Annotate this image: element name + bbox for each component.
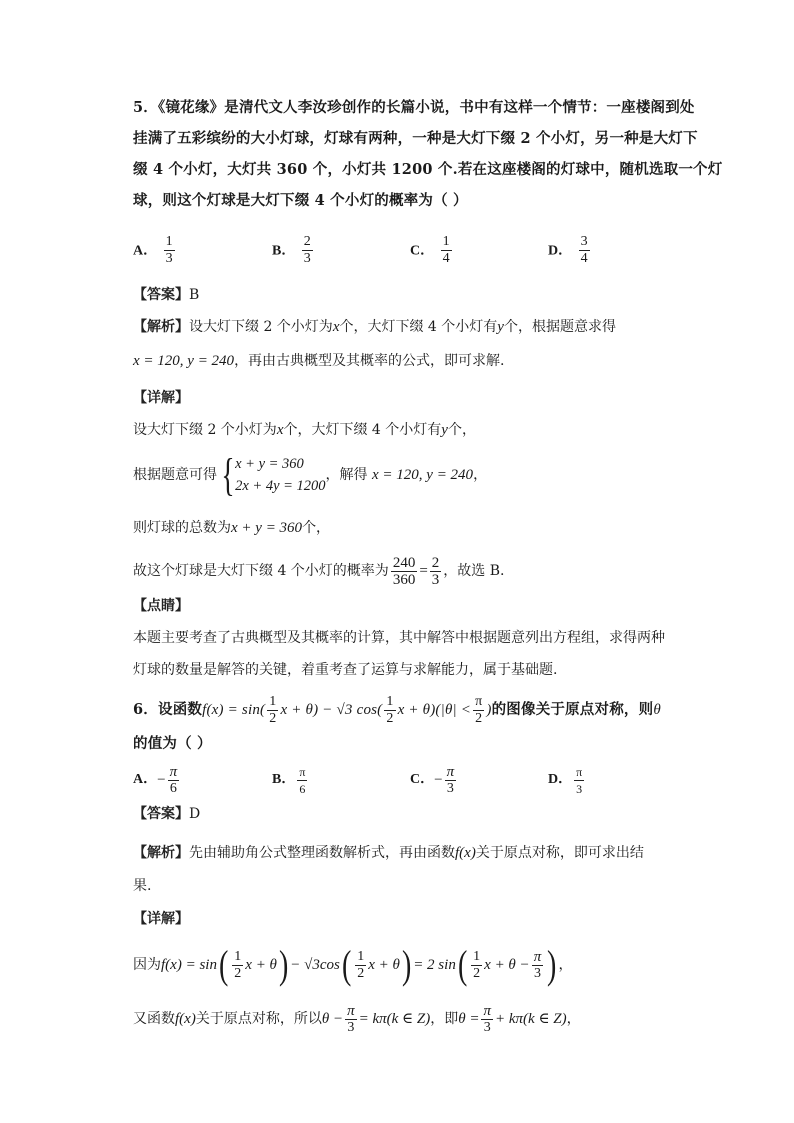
equation-system: x + y = 360 2x + 4y = 1200	[235, 456, 326, 494]
q6-stem-line2: 的值为（ ）	[133, 735, 212, 752]
q5-stem-line4: 球，则这个灯球是大灯下缀 4 个小灯的概率为（ ）	[133, 192, 468, 209]
q6-detail-line2: 又函数f(x)关于原点对称，所以θ − $\frac{\pi}{3}$ = kπ(k ∈ Z)，即θ = $\frac{\pi}{3}$ + kπ(k ∈ Z)，	[133, 1002, 581, 1035]
q5-stem-line1: 5．《镜花缘》是清代文人李汝珍创作的长篇小说，书中有这样一个情节：一座楼阁到处	[133, 99, 695, 116]
q6-analysis-line2: 果.	[133, 878, 152, 894]
q5-detail-system-line: 根据题意可得{ x + y = 360 2x + 4y = 1200 ，解得 x = 120, y = 240，	[133, 449, 488, 500]
q5-comment-line1: 本题主要考查了古典概型及其概率的计算，其中解答中根据题意列出方程组，求得两种	[133, 630, 665, 646]
q6-option-d: D． $\frac{\pi}{3}$	[548, 764, 583, 796]
q5-detail-heading: 【详解】	[133, 390, 189, 406]
q5-stem-line2: 挂满了五彩缤纷的大小灯球，灯球有两种，一种是大灯下缀 2 个小灯，另一种是大灯下	[133, 130, 698, 147]
q5-comment-line2: 灯球的数量是解答的关键，着重考查了运算与求解能力，属于基础题.	[133, 662, 558, 678]
q5-analysis: 【解析】设大灯下缀 2 个小灯为x个，大灯下缀 4 个小灯有y个，根据题意求得	[133, 319, 616, 335]
q5-option-a: A． $\frac{1}{3}$	[133, 234, 173, 266]
q5-option-b: B． $\frac{2}{3}$	[272, 234, 311, 266]
q5-option-d: D． $\frac{3}{4}$	[548, 234, 588, 266]
q6-detail-heading: 【详解】	[133, 911, 189, 927]
q5-detail-line4: 故这个灯球是大灯下缀 4 个小灯的概率为 $\frac{240}{360}$ = $\frac{2}{3}$ ，故选 B.	[133, 554, 505, 588]
q6-option-b: B． $\frac{\pi}{6}$	[272, 764, 306, 796]
q6-answer: 【答案】D	[133, 806, 201, 822]
q5-comment-heading: 【点睛】	[133, 598, 189, 614]
q5-detail-line3: 则灯球的总数为x + y = 360个，	[133, 520, 331, 536]
q6-detail-line1: 因为f(x) = sin( $\frac{1}{2}$ x + θ) − √3cos( $\frac{1}{2}$ x + θ) = 2 sin( $\frac{1}{2}$ x + θ − $\frac{\pi}{3}$ ) ，	[133, 942, 573, 987]
q6-stem-line1: 6．设函数f(x) = sin( $\frac{1}{2}$ x + θ) − √3 cos( $\frac{1}{2}$ x + θ)(|θ| < $\frac{\pi}{2}$ )的图像关于原点对称，则θ	[133, 693, 661, 726]
q5-answer: 【答案】B	[133, 287, 200, 303]
q5-stem-line3: 缀 4 个小灯，大灯共 360 个，小灯共 1200 个.若在这座楼阁的灯球中，随机选取一个灯	[133, 161, 723, 178]
q5-option-c: C． $\frac{1}{4}$	[410, 234, 450, 266]
q5-detail-line1: 设大灯下缀 2 个小灯为x个，大灯下缀 4 个小灯有y个，	[133, 422, 476, 438]
q6-analysis: 【解析】先由辅助角公式整理函数解析式，再由函数f(x)关于原点对称，即可求出结	[133, 845, 644, 861]
q6-option-c: C．− $\frac{\pi}{3}$	[410, 763, 455, 796]
q6-option-a: A．− $\frac{\pi}{6}$	[133, 763, 178, 796]
q5-analysis-line2: x = 120, y = 240，再由古典概型及其概率的公式，即可求解.	[133, 353, 505, 369]
